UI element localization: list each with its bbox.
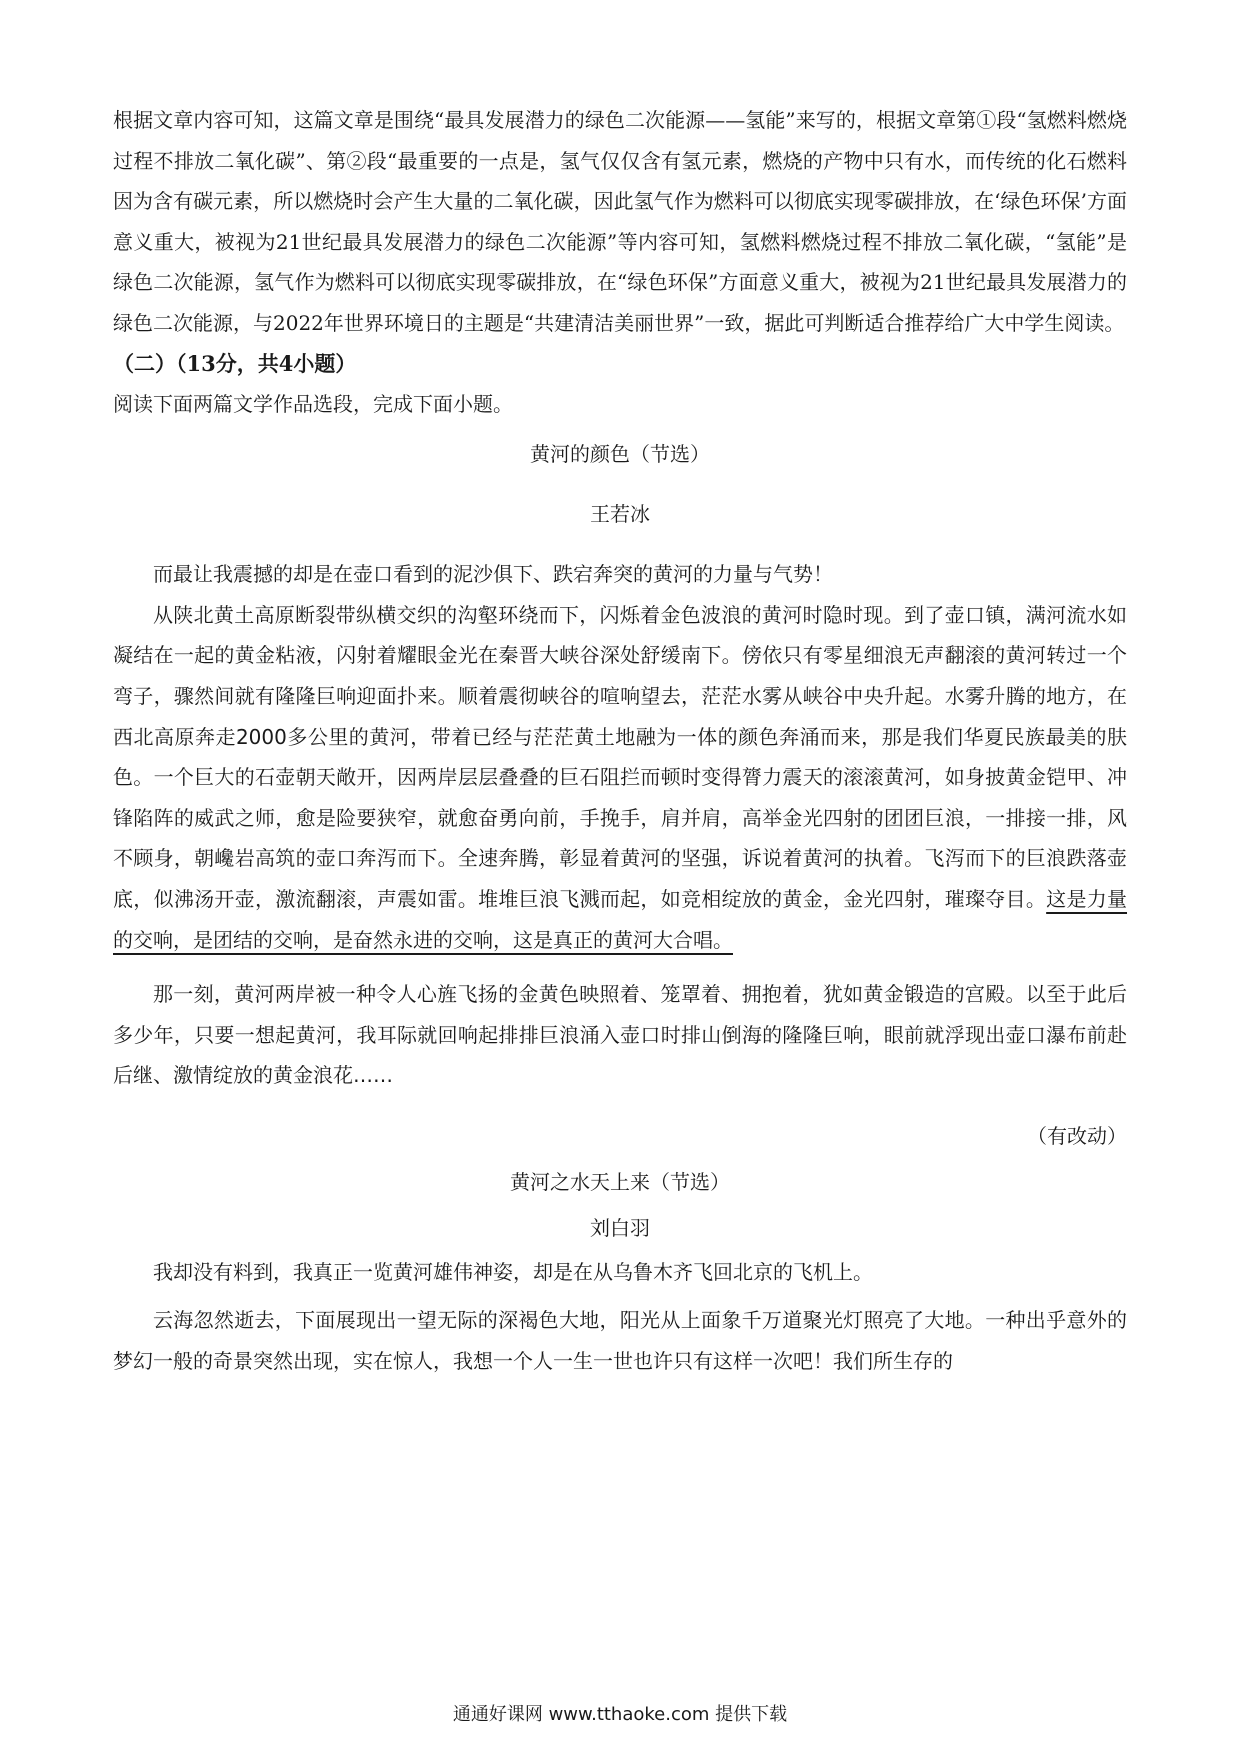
article-1-author: 王若冰 <box>590 502 650 527</box>
article-1-paragraph-3: 那一刻，黄河两岸被一种令人心旌飞扬的金黄色映照着、笼罩着、拥抱着，犹如黄金锻造的宫殿。以至于此后多少年，只要一想起黄河，我耳际就回响起排排巨浪涌入壶口时排山倒海的隆隆巨响，眼前就浮现出壶口瀑布前赴后继、激情绽放的黄金浪花…… <box>113 982 1127 1088</box>
section-instruction: 阅读下面两篇文学作品选段，完成下面小题。 <box>113 391 513 416</box>
article-2-paragraph-1: 我却没有料到，我真正一览黄河雄伟神姿，却是在从乌鲁木齐飞回北京的飞机上。 <box>153 1259 873 1284</box>
analysis-paragraph: 根据文章内容可知，这篇文章是围绕“最具发展潜力的绿色二次能源——氢能”来写的，根据文章第①段“氢燃料燃烧过程不排放二氧化碳”、第②段“最重要的一点是，氢气仅仅含有氢元素，燃烧的产物中只有水，而传统的化石燃料因为含有碳元素，所以燃烧时会产生大量的二氧化碳，因此氢气作为燃料可以彻底实现零碳排放，在‘绿色环保’方面意义重大，被视为21世纪最具发展潜力的绿色二次能源”等内容可知，氢燃料燃烧过程不排放二氧化碳，“氢能”是绿色二次能源，氢气作为燃料可以彻底实现零碳排放，在“绿色环保”方面意义重大，被视为21世纪最具发展潜力的绿色二次能源，与2022年世界环境日的主题是“共建清洁美丽世界”一致，据此可判断适合推荐给广大中学生阅读。 <box>113 108 1127 335</box>
article-2-title: 黄河之水天上来（节选） <box>510 1169 730 1194</box>
page-footer: 通通好课网 www.tthaoke.com 提供下载 <box>452 1704 788 1725</box>
article-1-paragraph-1: 而最让我震撼的却是在壶口看到的泥沙俱下、跌宕奔突的黄河的力量与气势！ <box>153 562 833 587</box>
article-2-paragraph-2: 云海忽然逝去，下面展现出一望无际的深褐色大地，阳光从上面象千万道聚光灯照亮了大地。一种出乎意外的梦幻一般的奇景突然出现，实在惊人，我想一个人一生一世也许只有这样一次吧！我们所生存的 <box>113 1308 1127 1374</box>
page-content <box>113 100 1127 1382</box>
article-1-paragraph-2 <box>113 595 1127 960</box>
article-2 <box>113 1162 1127 1382</box>
underlined-sentence: 这是力量的交响，是团结的交响，是奋然永进的交响，这是真正的黄河大合唱。 <box>113 886 1128 952</box>
article-1-title: 黄河的颜色（节选） <box>530 442 710 467</box>
article-2-author: 刘白羽 <box>590 1215 650 1240</box>
article-1 <box>113 434 1127 1156</box>
article-1-paragraph-2-text: 从陕北黄土高原断裂带纵横交织的沟壑环绕而下，闪烁着金色波浪的黄河时隐时现。到了壶口镇，满河流水如凝结在一起的黄金粘液，闪射着耀眼金光在秦晋大峡谷深处舒缓南下。傍依只有零星细浪无声翻滚的黄河转过一个弯子，骤然间就有隆隆巨响迎面扑来。顺着震彻峡谷的喧响望去，茫茫水雾从峡谷中央升起。水雾升腾的地方，在西北高原奔走2000多公里的黄河，带着已经与茫茫黄土地融为一体的颜色奔涌而来，那是我们华夏民族最美的肤色。一个巨大的石壶朝天敞开，因两岸层层叠叠的巨石阻拦而顿时变得膂力震天的滚滚黄河，如身披黄金铠甲、冲锋陷阵的威武之师，愈是险要狭窄，就愈奋勇向前，手挽手，肩并肩，高举金光四射的团团巨浪，一排接一排，风不顾身，朝巉岩高筑的壶口奔泻而下。全速奔腾，彰显着黄河的坚强，诉说着黄河的执着。飞泻而下的巨浪跌落壶底，似沸汤开壶，激流翻滚，声震如雷。堆堆巨浪飞溅而起，如竞相绽放的黄金，金光四射，璀璨夺目。 <box>113 602 1127 911</box>
article-1-note: （有改动） <box>1027 1123 1127 1148</box>
section-title: （二）（13分，共4小题） <box>113 350 357 376</box>
